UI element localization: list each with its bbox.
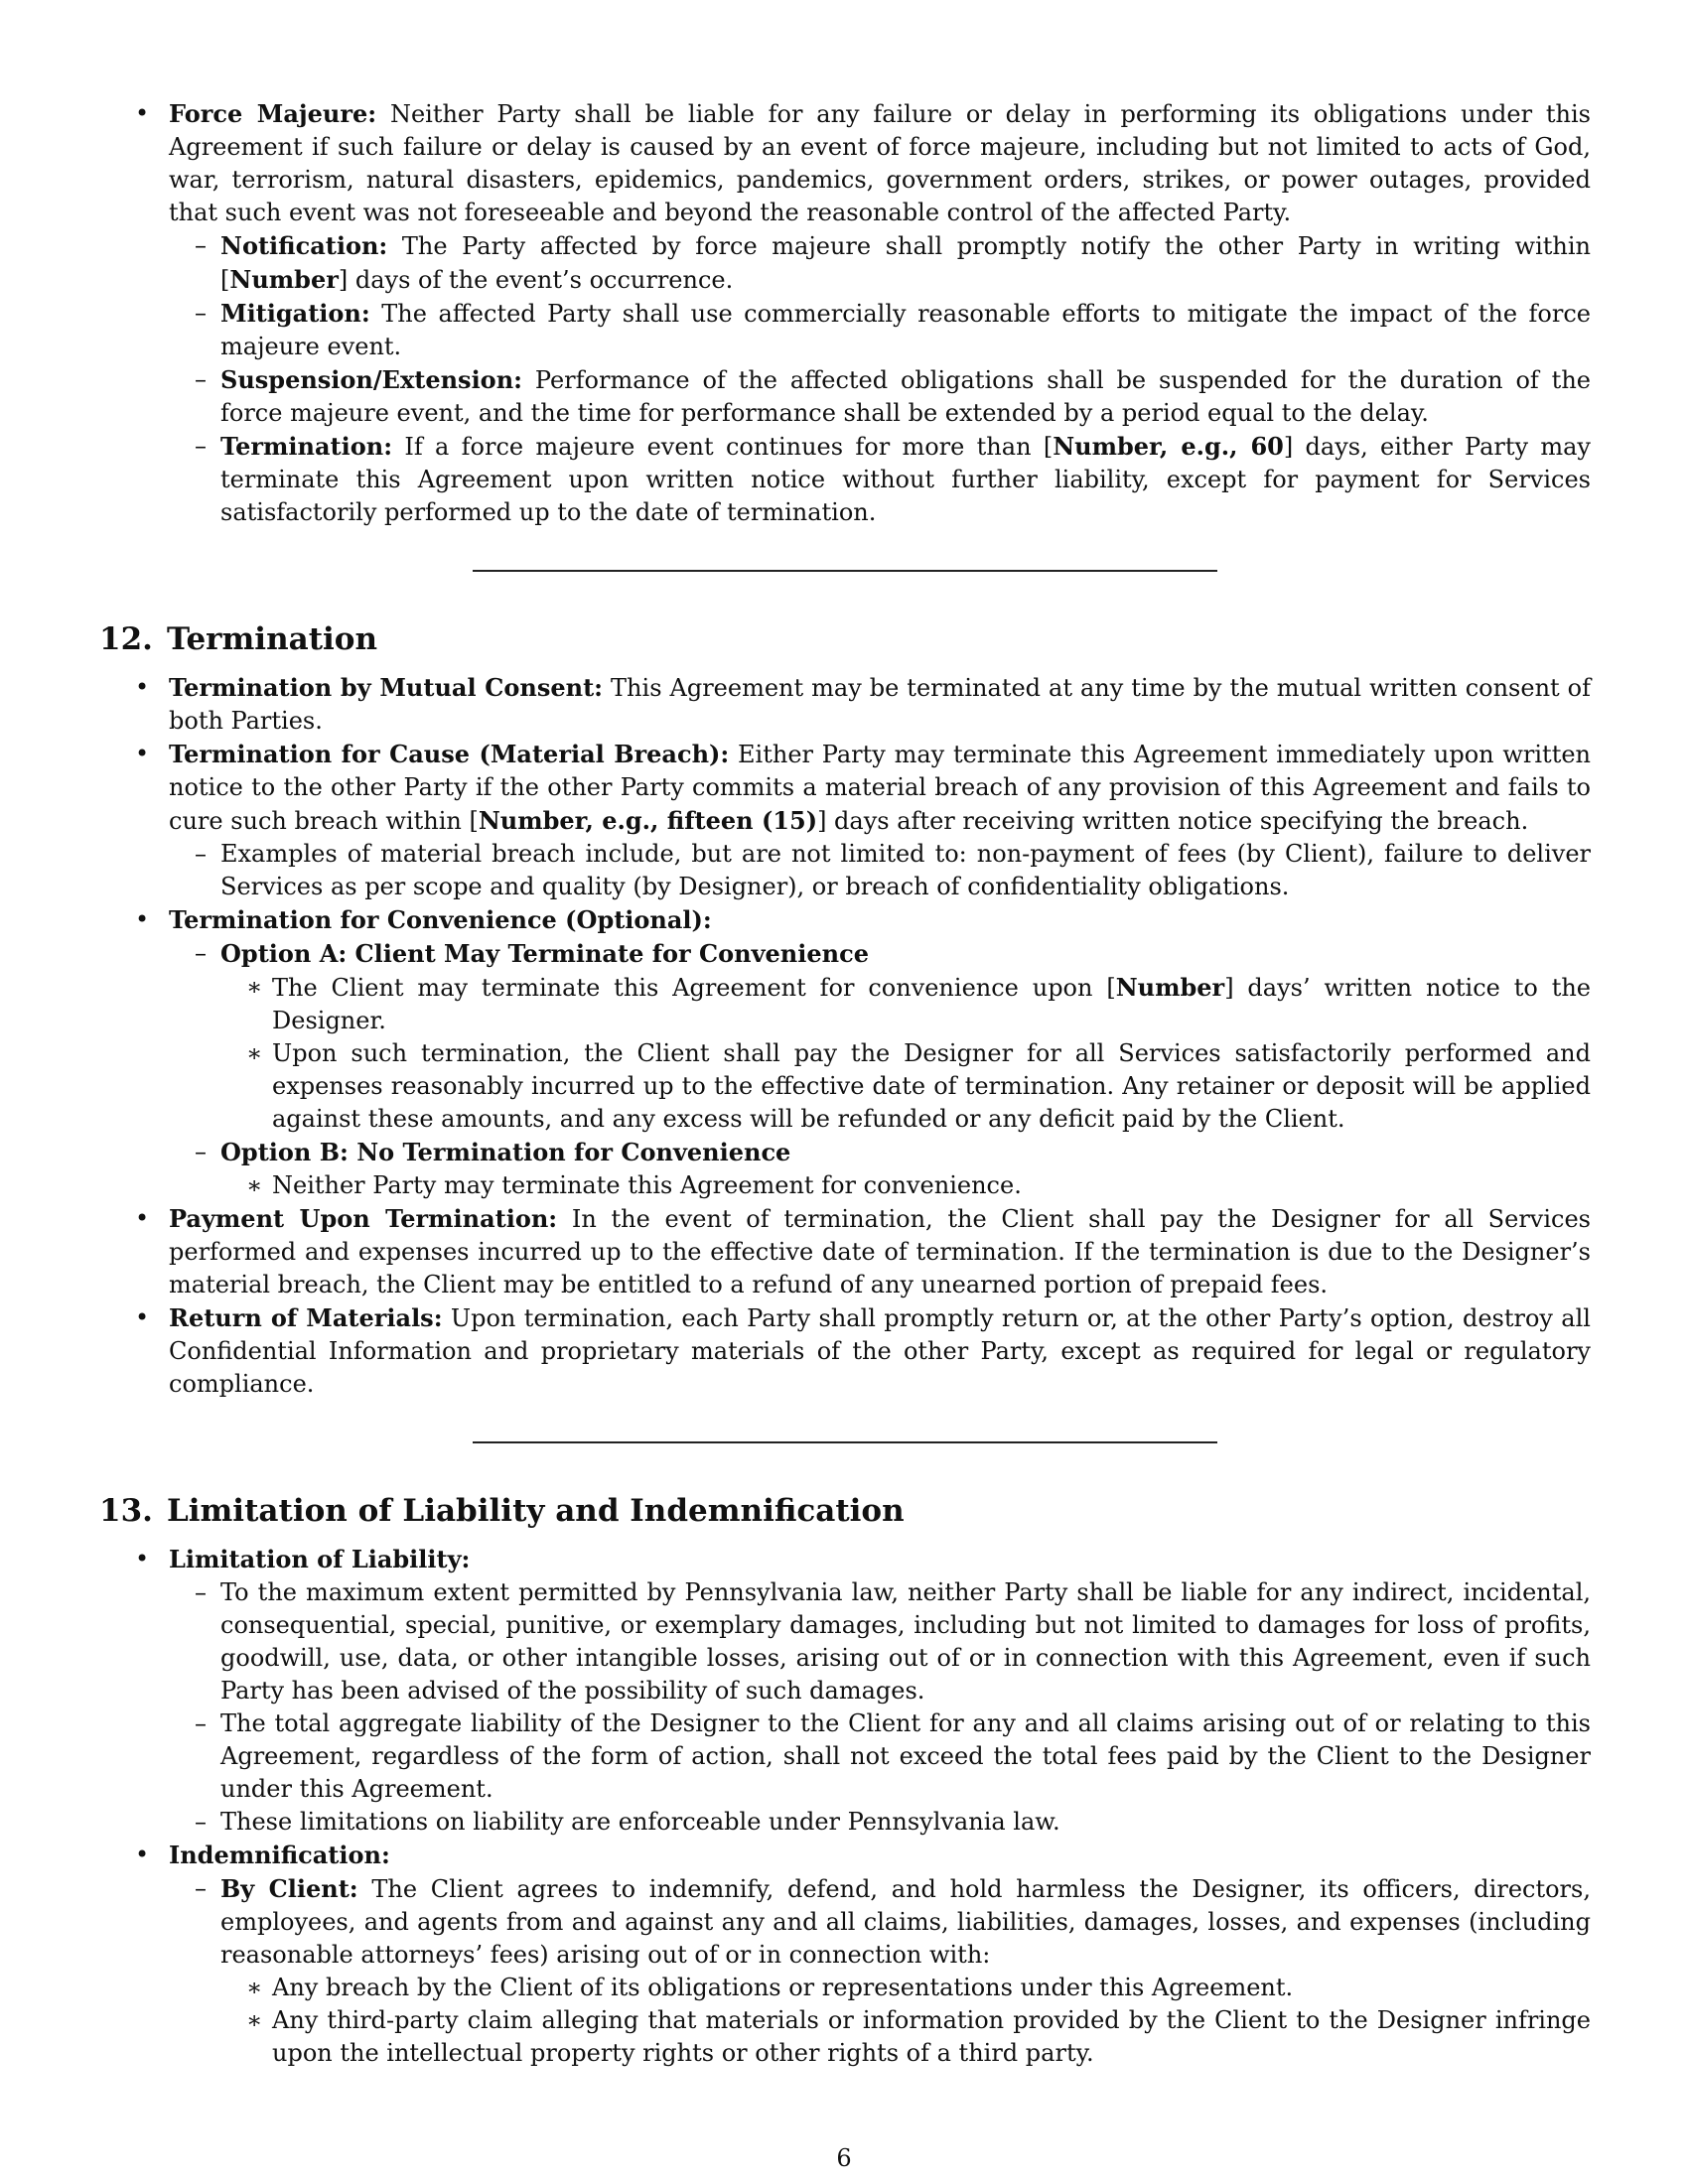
return-label: Return of Materials: [169, 1303, 443, 1332]
by-client-point-text: Any breach by the Client of its obligations or representations under this Agreement. [272, 1974, 1294, 2001]
option-b-label: Option B: No Termination for Convenience [220, 1138, 791, 1166]
notification-text-pre: The Party affected by force majeure shall promptly notify the other Party in writing within [ [220, 232, 1591, 294]
suspension-label: Suspension/Extension: [220, 365, 522, 394]
limitation-point-text: These limitations on liability are enforceable under Pennsylvania law. [220, 1808, 1060, 1836]
limitation-point [159, 1707, 1591, 1806]
option-b-item [159, 1136, 1591, 1202]
cause-text-post: ] days after receiving written notice specifying the breach. [817, 807, 1529, 835]
page-number: 6 [836, 2144, 852, 2172]
breach-examples-item [159, 838, 1591, 903]
force-majeure-label: Force Majeure: [169, 99, 377, 128]
mutual-consent-text: This Agreement may be terminated at any time by the mutual written consent of both Parties. [169, 674, 1592, 735]
section-13-number: 13. [99, 1493, 153, 1529]
cause-label: Termination for Cause (Material Breach): [169, 740, 730, 768]
mitigation-item [159, 297, 1591, 363]
option-a-label: Option A: Client May Terminate for Convenience [220, 939, 869, 968]
page-content [99, 97, 1591, 2070]
by-client-text: The Client agrees to indemnify, defend, and hold harmless the Designer, its officers, directors, employees, and agents from and against any and all claims, liabilities, damages, losses, and expenses (including reasonable attorneys’ fees) arising out of or in connection with: [220, 1875, 1591, 1969]
fm-termination-placeholder: Number, e.g., 60 [1053, 432, 1284, 461]
termination-list [99, 671, 1591, 1401]
indemnification-label: Indemnification: [169, 1841, 390, 1869]
force-majeure-list [99, 97, 1591, 529]
option-a-notice-post: ] days’ written notice to the Designer. [272, 974, 1591, 1034]
indemnification-sublist [159, 1872, 1591, 2070]
indemnification-item [99, 1839, 1591, 2070]
option-a-sublist [220, 971, 1591, 1136]
mutual-consent-label: Termination by Mutual Consent: [169, 673, 604, 702]
notification-label: Notification: [220, 231, 388, 260]
mitigation-text: The affected Party shall use commercially reasonable efforts to mitigate the impact of the force majeure event. [220, 300, 1591, 360]
limitation-point [159, 1576, 1591, 1707]
option-b-sublist [220, 1169, 1591, 1202]
limitation-item [99, 1543, 1591, 1839]
section-12-title: Termination [166, 621, 378, 657]
payment-upon-termination-item [99, 1202, 1591, 1301]
fm-termination-label: Termination: [220, 432, 393, 461]
suspension-item [159, 363, 1591, 430]
by-client-label: By Client: [220, 1874, 358, 1903]
section-divider [473, 570, 1217, 572]
section-12-heading [99, 619, 1591, 659]
breach-examples-text: Examples of material breach include, but are not limited to: non-payment of fees (by Client), failure to deliver Services as per scope and quality (by Designer), or breach of confidentiality obligations. [220, 840, 1591, 900]
mitigation-label: Mitigation: [220, 299, 370, 328]
suspension-text: Performance of the affected obligations shall be suspended for the duration of the force majeure event, and the time for performance shall be extended by a period equal to the delay. [220, 366, 1591, 427]
option-a-notice-item [220, 971, 1591, 1037]
cause-placeholder: Number, e.g., fifteen (15) [478, 806, 818, 835]
fm-termination-text-pre: If a force majeure event continues for more than [ [404, 433, 1054, 461]
force-majeure-item [99, 97, 1591, 529]
option-a-item [159, 937, 1591, 1136]
limitation-sublist [159, 1576, 1591, 1839]
force-majeure-sublist [159, 229, 1591, 529]
force-majeure-text: Neither Party shall be liable for any failure or delay in performing its obligations under this Agreement if such failure or delay is caused by an event of force majeure, including but not limited to acts of God, war, terrorism, natural disasters, epidemics, pandemics, government orders, strikes, or power outages, provided that such event was not foreseeable and beyond the reasonable control of the affected Party. [169, 100, 1591, 226]
convenience-item [99, 903, 1591, 1202]
by-client-point [220, 1972, 1591, 2004]
mutual-consent-item [99, 671, 1591, 738]
by-client-item [159, 1872, 1591, 2070]
notification-item [159, 229, 1591, 297]
by-client-sublist [220, 1972, 1591, 2070]
section-divider [473, 1441, 1217, 1443]
payment-text: In the event of termination, the Client shall pay the Designer for all Services performed and expenses incurred up to the effective date of termination. If the termination is due to the Designer’s material breach, the Client may be entitled to a refund of any unearned portion of prepaid fees. [169, 1205, 1591, 1298]
limitation-point-text: To the maximum extent permitted by Pennsylvania law, neither Party shall be liable for any indirect, incidental, consequential, special, punitive, or exemplary damages, including but not limited to damages for loss of profits, goodwill, use, data, or other intangible losses, arising out of or in connection with this Agreement, even if such Party has been advised of the possibility of such damages. [220, 1578, 1591, 1705]
cause-item [99, 738, 1591, 903]
notification-text-post: ] days of the event’s occurrence. [338, 266, 734, 294]
limitation-point [159, 1806, 1591, 1839]
return-materials-item [99, 1301, 1591, 1401]
section-13-heading [99, 1491, 1591, 1531]
notification-placeholder: Number [229, 265, 339, 294]
payment-label: Payment Upon Termination: [169, 1204, 558, 1233]
return-text: Upon termination, each Party shall promptly return or, at the other Party’s option, destroy all Confidential Information and proprietary materials of the other Party, except as required for legal or regulatory compliance. [169, 1304, 1591, 1398]
limitation-point-text: The total aggregate liability of the Designer to the Client for any and all claims arising out of or relating to this Agreement, regardless of the form of action, shall not exceed the total fees paid by the Client to the Designer under this Agreement. [220, 1709, 1591, 1803]
limitation-label: Limitation of Liability: [169, 1545, 471, 1573]
section-12-number: 12. [99, 621, 153, 657]
option-a-notice-pre: The Client may terminate this Agreement for convenience upon [ [272, 974, 1116, 1002]
section-13-title: Limitation of Liability and Indemnification [166, 1493, 905, 1529]
liability-list [99, 1543, 1591, 2070]
fm-termination-text-post: ] days, either Party may terminate this Agreement upon written notice without further liability, except for payment for Services satisfactorily performed up to the date of termination. [220, 433, 1591, 526]
fm-termination-item [159, 430, 1591, 529]
option-a-payment-item [220, 1037, 1591, 1136]
option-a-notice-placeholder: Number [1115, 973, 1225, 1002]
cause-text-pre: Either Party may terminate this Agreement immediately upon written notice to the other Party if the other Party commits a material breach of any provision of this Agreement and fails to cure such breach within [ [169, 741, 1591, 835]
convenience-label: Termination for Convenience (Optional): [169, 905, 712, 934]
option-b-text: Neither Party may terminate this Agreement for convenience. [272, 1171, 1022, 1199]
by-client-point [220, 2004, 1591, 2070]
convenience-options [159, 937, 1591, 1202]
option-b-text-item [220, 1169, 1591, 1202]
option-a-payment-text: Upon such termination, the Client shall pay the Designer for all Services satisfactorily performed and expenses reasonably incurred up to the effective date of termination. Any retainer or deposit will be applied against these amounts, and any excess will be refunded or any deficit paid by the Client. [272, 1039, 1591, 1133]
cause-sublist [159, 838, 1591, 903]
by-client-point-text: Any third-party claim alleging that materials or information provided by the Client to the Designer infringe upon the intellectual property rights or other rights of a third party. [272, 2006, 1591, 2067]
